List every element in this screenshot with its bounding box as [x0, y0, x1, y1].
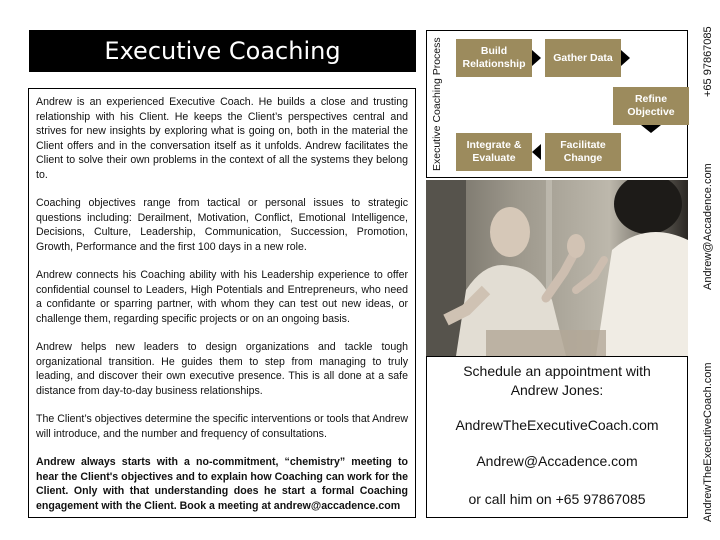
step-facilitate-change: Facilitate Change — [545, 133, 621, 171]
phone-text: or call him on +65 97867085 — [468, 491, 646, 507]
description-panel — [28, 88, 416, 518]
paragraph-objectives: Coaching objectives range from tactical or personal issues to strategic questions including: Derailment, Motivation, Conflict, Emotional Intelligence, Decisions, Culture, Leadership, Communication, Succession, Promotion, Growth, Performance and the first 100 days in a new role. — [36, 197, 408, 253]
coaching-process-diagram — [426, 30, 688, 178]
arrow-down-icon — [641, 125, 661, 133]
paragraph-intro: Andrew is an experienced Executive Coach. He builds a close and trusting relationship with his Client. He keeps the Client’s perspectives central and strives for new insights by exploring what is going on, both in the material the Client offers and in the conversation itself as it unfolds. Andrew facilitates the Client to solve their own problems in the context of all the systems they belong to. — [36, 96, 408, 181]
contact-panel — [426, 356, 688, 518]
arrow-right-icon — [621, 50, 630, 66]
page-title: Executive Coaching — [29, 30, 416, 72]
arrow-left-icon — [532, 144, 541, 160]
appointment-heading: Schedule an appointment with — [463, 363, 651, 379]
paragraph-transition: Andrew helps new leaders to design organizations and tackle tough organizational transition. He guides them to step from managing to truly leading, and discover their own executive presence. This is all done at a safe distance from day-to-day business relationships. — [36, 341, 408, 397]
website-link[interactable]: AndrewTheExecutiveCoach.com — [455, 417, 659, 433]
paragraph-leadership: Andrew connects his Coaching ability with his Leadership experience to offer confidential counsel to Leaders, High Potentials and Entrepreneurs, who need a confidante or sparring partner, with whom they can test out new ideas, or challenge them, regarding specific projects or on an ongoing basis. — [36, 269, 408, 325]
paragraph-closing: Andrew always starts with a no-commitment, “chemistry” meeting to hear the Client's objectives and to explain how Coaching can work for the Client. Only with that understanding does he start a formal Coaching engagement with the Client. Book a meeting at andrew@accadence.com — [36, 456, 408, 512]
step-integrate-evaluate: Integrate & Evaluate — [456, 133, 532, 171]
step-refine-objective: Refine Objective — [613, 87, 689, 125]
appointment-name: Andrew Jones: — [510, 382, 604, 398]
step-gather-data: Gather Data — [545, 39, 621, 77]
side-email: Andrew@Accadence.com — [702, 163, 714, 290]
coaching-session-photo — [426, 180, 688, 356]
process-label: Executive Coaching Process — [431, 37, 443, 171]
side-website: AndrewTheExecutiveCoach.com — [702, 362, 714, 522]
paragraph-interventions: The Client’s objectives determine the specific interventions or tools that Andrew will introduce, and the number and frequency of consultations. — [36, 413, 408, 440]
step-build-relationship: Build Relationship — [456, 39, 532, 77]
email-link[interactable]: Andrew@Accadence.com — [476, 453, 638, 469]
side-phone: +65 97867085 — [702, 26, 714, 97]
arrow-right-icon — [532, 50, 541, 66]
